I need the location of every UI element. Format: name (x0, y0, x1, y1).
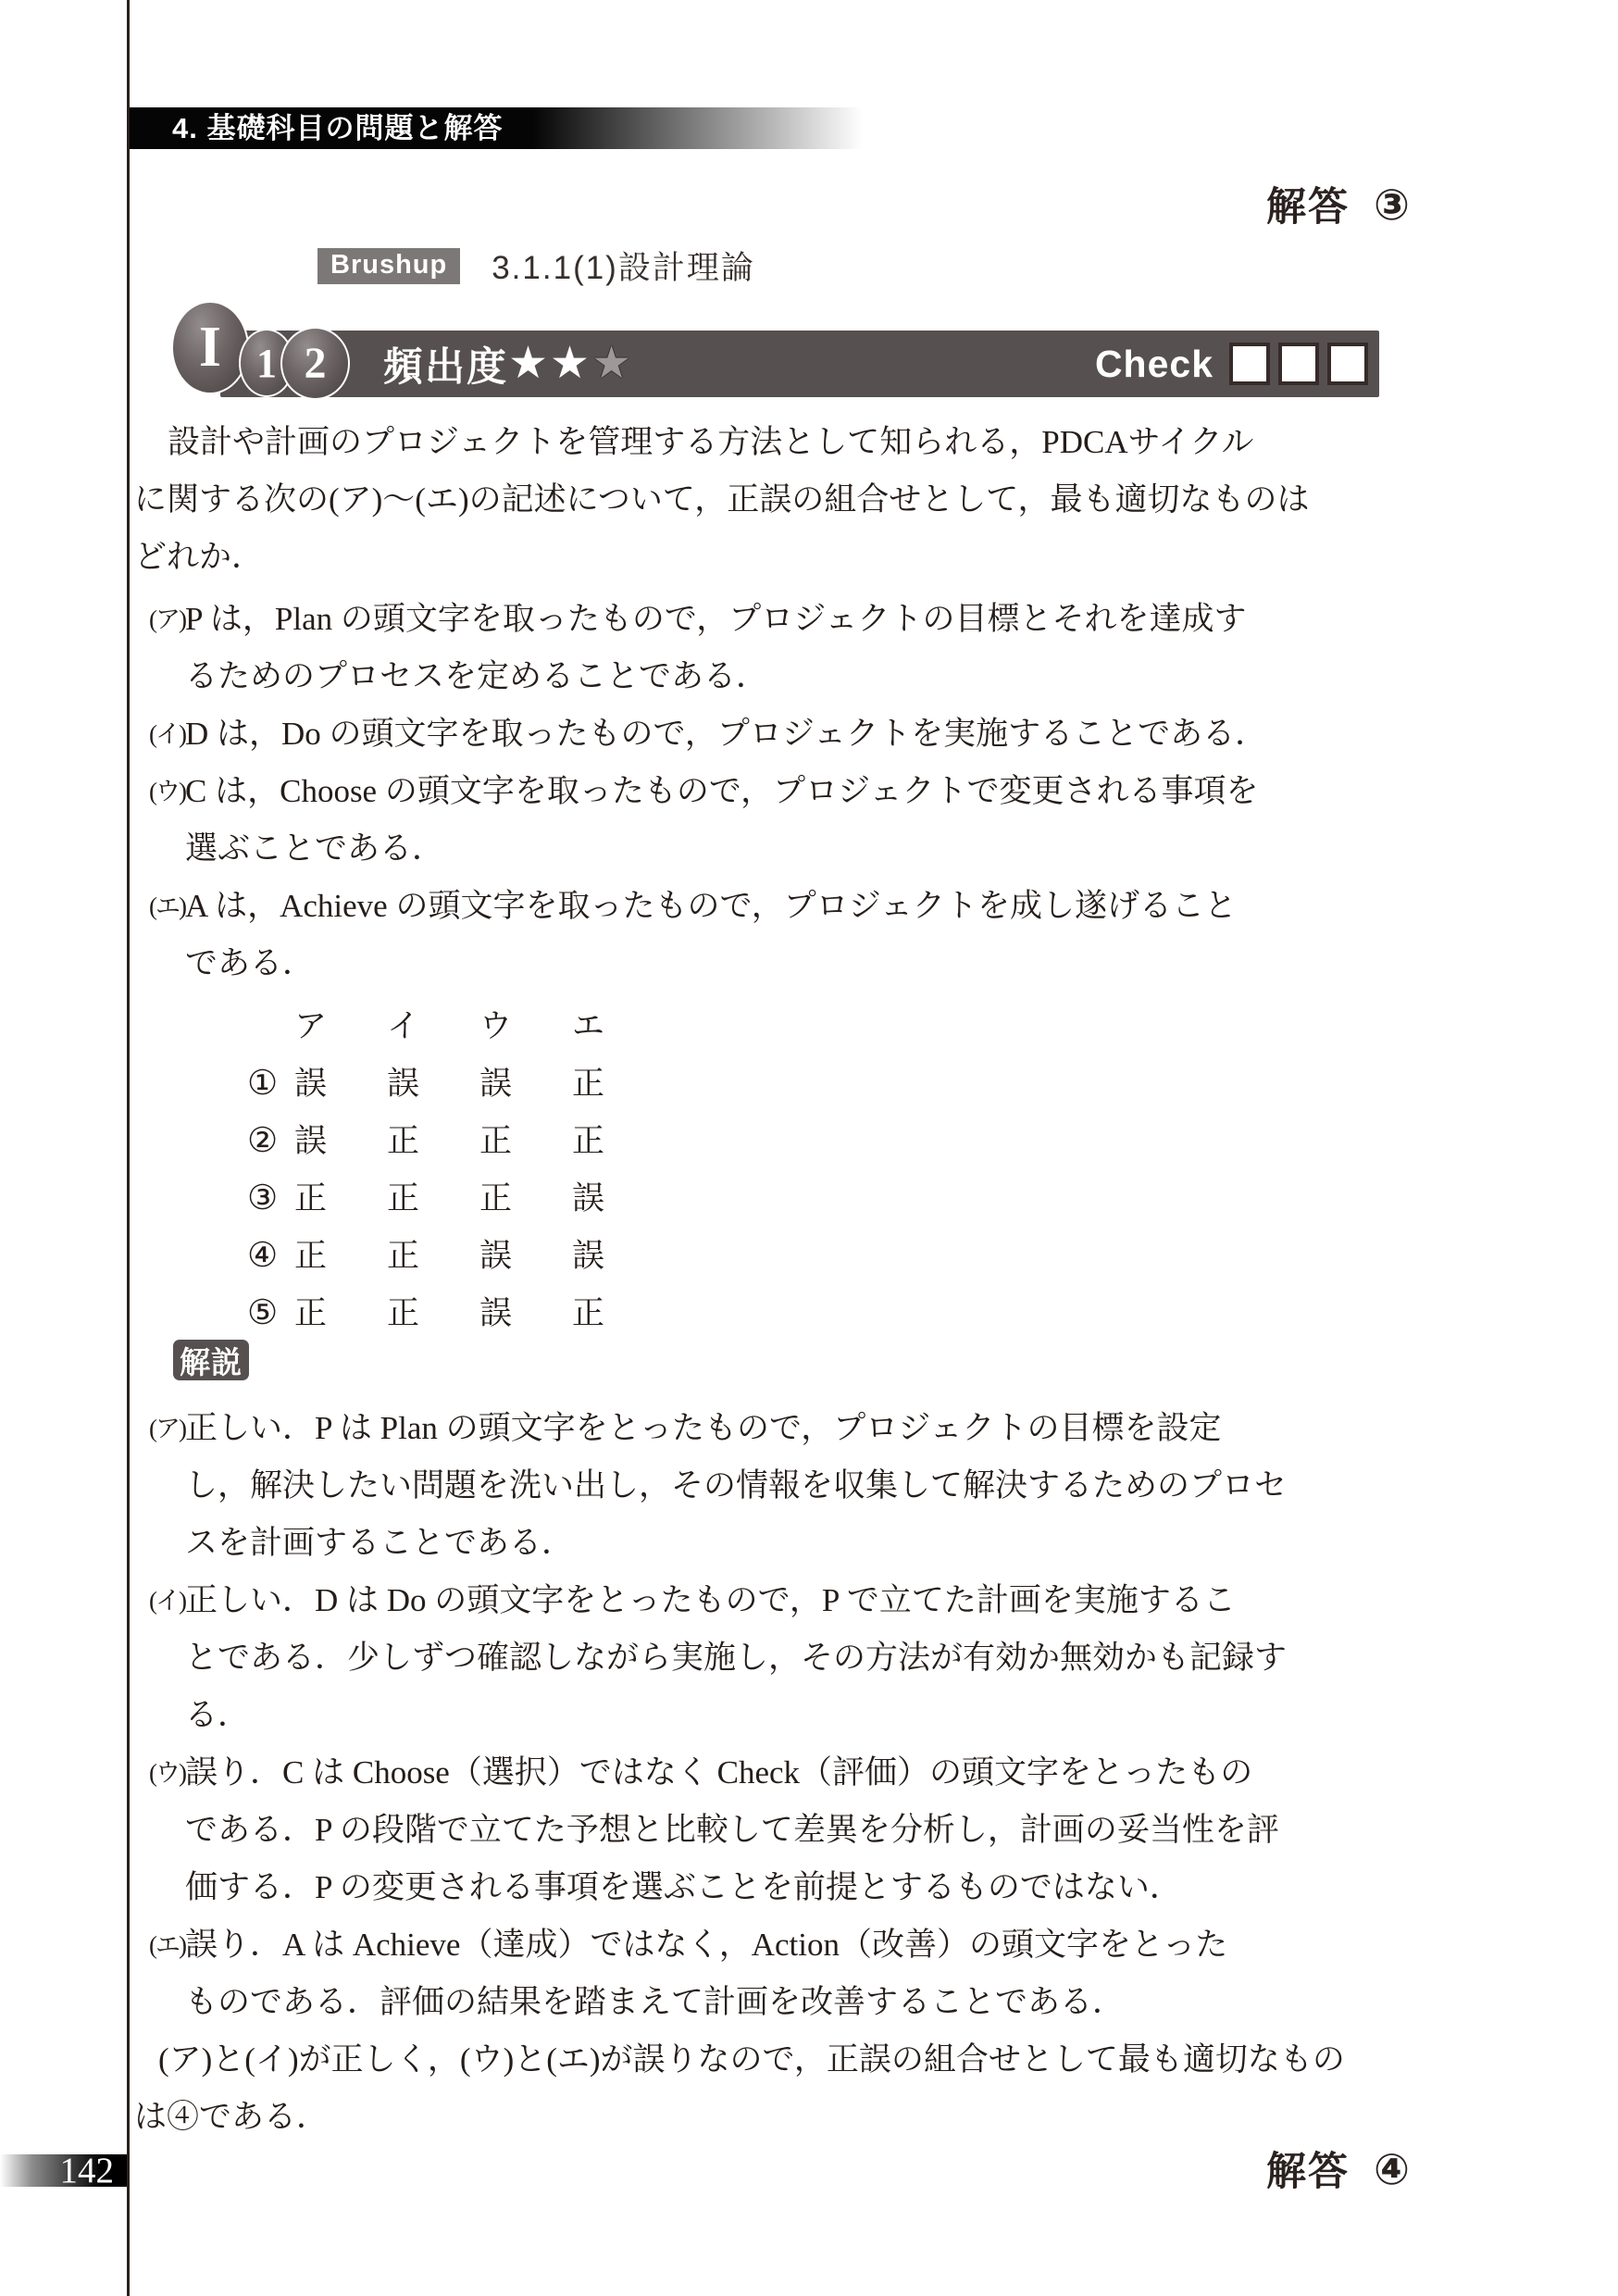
table-cell: 誤 (479, 1066, 513, 1102)
table-cell: 正 (387, 1238, 420, 1274)
answer-bottom (1266, 2140, 1410, 2197)
option-line: である． (185, 945, 316, 981)
explanation-item-u (134, 1744, 1484, 1916)
column-header: イ (387, 1008, 420, 1044)
question-line: どれか． (134, 539, 265, 575)
frequency-label: 頻出度 (383, 344, 508, 390)
answer-top (1266, 176, 1410, 232)
explanation-item-e (134, 1916, 1484, 2031)
explanation-badge: 解説 (173, 1340, 249, 1380)
option-line: C は，Choose の頭文字を取ったもので，プロジェクトで変更される事項を (185, 773, 1259, 809)
choice-number: ③ (247, 1179, 279, 1217)
explanation-i-marker: (イ) (149, 1587, 185, 1615)
option-line: A は，Achieve の頭文字を取ったもので，プロジェクトを成し遂げること (185, 888, 1238, 924)
table-row (134, 1228, 875, 1285)
choice-number: ① (247, 1065, 279, 1103)
check-group (1095, 343, 1379, 386)
explanation-item-i (134, 1572, 1484, 1744)
table-cell: 誤 (294, 1066, 328, 1102)
choice-number: ② (247, 1122, 279, 1160)
option-a-marker: (ア) (149, 605, 185, 633)
explanation-a-marker: (ア) (149, 1415, 185, 1442)
table-cell: 誤 (479, 1295, 513, 1331)
brushup-reference: 3.1.1(1)設計理論 (492, 250, 755, 286)
question-line: に関する次の(ア)～(エ)の記述について，正誤の組合せとして，最も適切なものは (134, 481, 1310, 518)
table-row (134, 1055, 875, 1113)
table-cell: 正 (479, 1180, 513, 1217)
chapter-header-bar: 4. 基礎科目の問題と解答 (130, 107, 863, 149)
option-line: るためのプロセスを定めることである． (185, 658, 769, 694)
check-label: Check (1094, 342, 1214, 385)
brushup-badge: Brushup (317, 248, 460, 284)
table-cell: 誤 (479, 1238, 513, 1274)
explanation-line: である．P の段階で立てた予想と比較して差異を分析し，計画の妥当性を評 (185, 1812, 1279, 1848)
table-cell: 誤 (572, 1238, 605, 1274)
table-cell: 正 (294, 1295, 328, 1331)
choice-number: ⑤ (247, 1294, 279, 1332)
table-row (134, 1170, 875, 1228)
explanation-line: 正しい．P は Plan の頭文字をとったもので，プロジェクトの目標を設定 (185, 1410, 1222, 1446)
explanation-line: ものである．評価の結果を踏まえて計画を改善することである． (185, 1984, 1126, 2020)
explanation-line: 誤り．A は Achieve（達成）ではなく，Action（改善）の頭文字をとった (185, 1927, 1228, 1963)
answer-top-number: ③ (1374, 180, 1410, 229)
answer-bottom-label: 解答 (1266, 2150, 1350, 2194)
problem-id-digit2-bubble: 2 (280, 327, 350, 400)
explanation-line: し，解決したい問題を洗い出し，その情報を収集して解決するためのプロセ (185, 1467, 1288, 1504)
answer-bottom-number: ④ (1374, 2144, 1410, 2193)
table-row (134, 1285, 875, 1342)
explanation-closing (134, 2031, 1484, 2146)
question-text (134, 414, 1484, 586)
table-cell: 正 (572, 1295, 605, 1331)
choice-table-header (134, 998, 875, 1055)
explanation-line: スを計画することである． (185, 1525, 575, 1561)
left-margin-rule (127, 0, 130, 2296)
problem-header-bar (220, 331, 1379, 397)
explanation-e-marker: (エ) (149, 1931, 185, 1959)
option-i-marker: (イ) (149, 720, 185, 748)
check-checkbox-1 (1229, 343, 1270, 385)
brushup-row (317, 243, 755, 289)
explanation-line: 価する．P の変更される事項を選ぶことを前提とするものではない． (185, 1869, 1182, 1905)
table-cell: 正 (572, 1066, 605, 1102)
option-u-marker: (ウ) (149, 778, 185, 805)
table-cell: 正 (479, 1123, 513, 1159)
table-cell: 正 (387, 1295, 420, 1331)
table-cell: 誤 (387, 1066, 420, 1102)
option-line: D は，Do の頭文字を取ったもので，プロジェクトを実施することである． (185, 716, 1268, 752)
explanation-line: 正しい．D は Do の頭文字をとったもので，P で立てた計画を実施するこ (185, 1582, 1236, 1618)
table-cell: 正 (294, 1180, 328, 1217)
star-empty-icon: ★ (591, 339, 632, 388)
explanation-u-marker: (ウ) (149, 1759, 185, 1787)
explanation-item-a (134, 1400, 1484, 1572)
column-header: エ (572, 1008, 605, 1044)
question-line: 設計や計画のプロジェクトを管理する方法として知られる，PDCAサイクル (168, 424, 1254, 460)
explanation-line: とである．少しずつ確認しながら実施し，その方法が有効か無効かも記録す (185, 1640, 1288, 1676)
explanation-line: る． (185, 1697, 251, 1733)
option-i (134, 705, 1484, 763)
choice-table (134, 998, 875, 1342)
column-header: ウ (479, 1008, 513, 1044)
option-line: 選ぶことである． (185, 830, 445, 867)
explanation-line: 誤り．C は Choose（選択）ではなく Check（評価）の頭文字をとったもの (185, 1754, 1253, 1791)
options-list (134, 591, 1484, 992)
table-cell: 正 (387, 1180, 420, 1217)
table-cell: 誤 (294, 1123, 328, 1159)
check-checkbox-2 (1278, 343, 1319, 385)
option-e-marker: (エ) (149, 892, 185, 920)
closing-line: は④である． (134, 2099, 330, 2135)
table-cell: 誤 (572, 1180, 605, 1217)
answer-top-label: 解答 (1266, 185, 1350, 230)
problem-id-roman-bubble: I (171, 301, 249, 394)
option-u (134, 763, 1484, 878)
closing-line: (ア)と(イ)が正しく，(ウ)と(エ)が誤りなので，正誤の組合せとして最も適切なもの (158, 2041, 1345, 2078)
option-a (134, 591, 1484, 705)
explanation-text (134, 1400, 1484, 2146)
header-spacer (247, 998, 294, 1055)
page-number-bar: 142 (0, 2154, 127, 2187)
problem-id-digit1-bubble: 1 (239, 329, 294, 397)
frequency-group (383, 336, 631, 393)
option-e (134, 878, 1484, 992)
table-cell: 正 (294, 1238, 328, 1274)
column-header: ア (294, 1008, 328, 1044)
star-filled-icons: ★★ (508, 339, 592, 388)
table-row (134, 1113, 875, 1170)
check-checkbox-3 (1327, 343, 1368, 385)
table-cell: 正 (572, 1123, 605, 1159)
option-line: P は，Plan の頭文字を取ったもので，プロジェクトの目標とそれを達成す (185, 601, 1247, 637)
choice-number: ④ (247, 1237, 279, 1275)
table-cell: 正 (387, 1123, 420, 1159)
